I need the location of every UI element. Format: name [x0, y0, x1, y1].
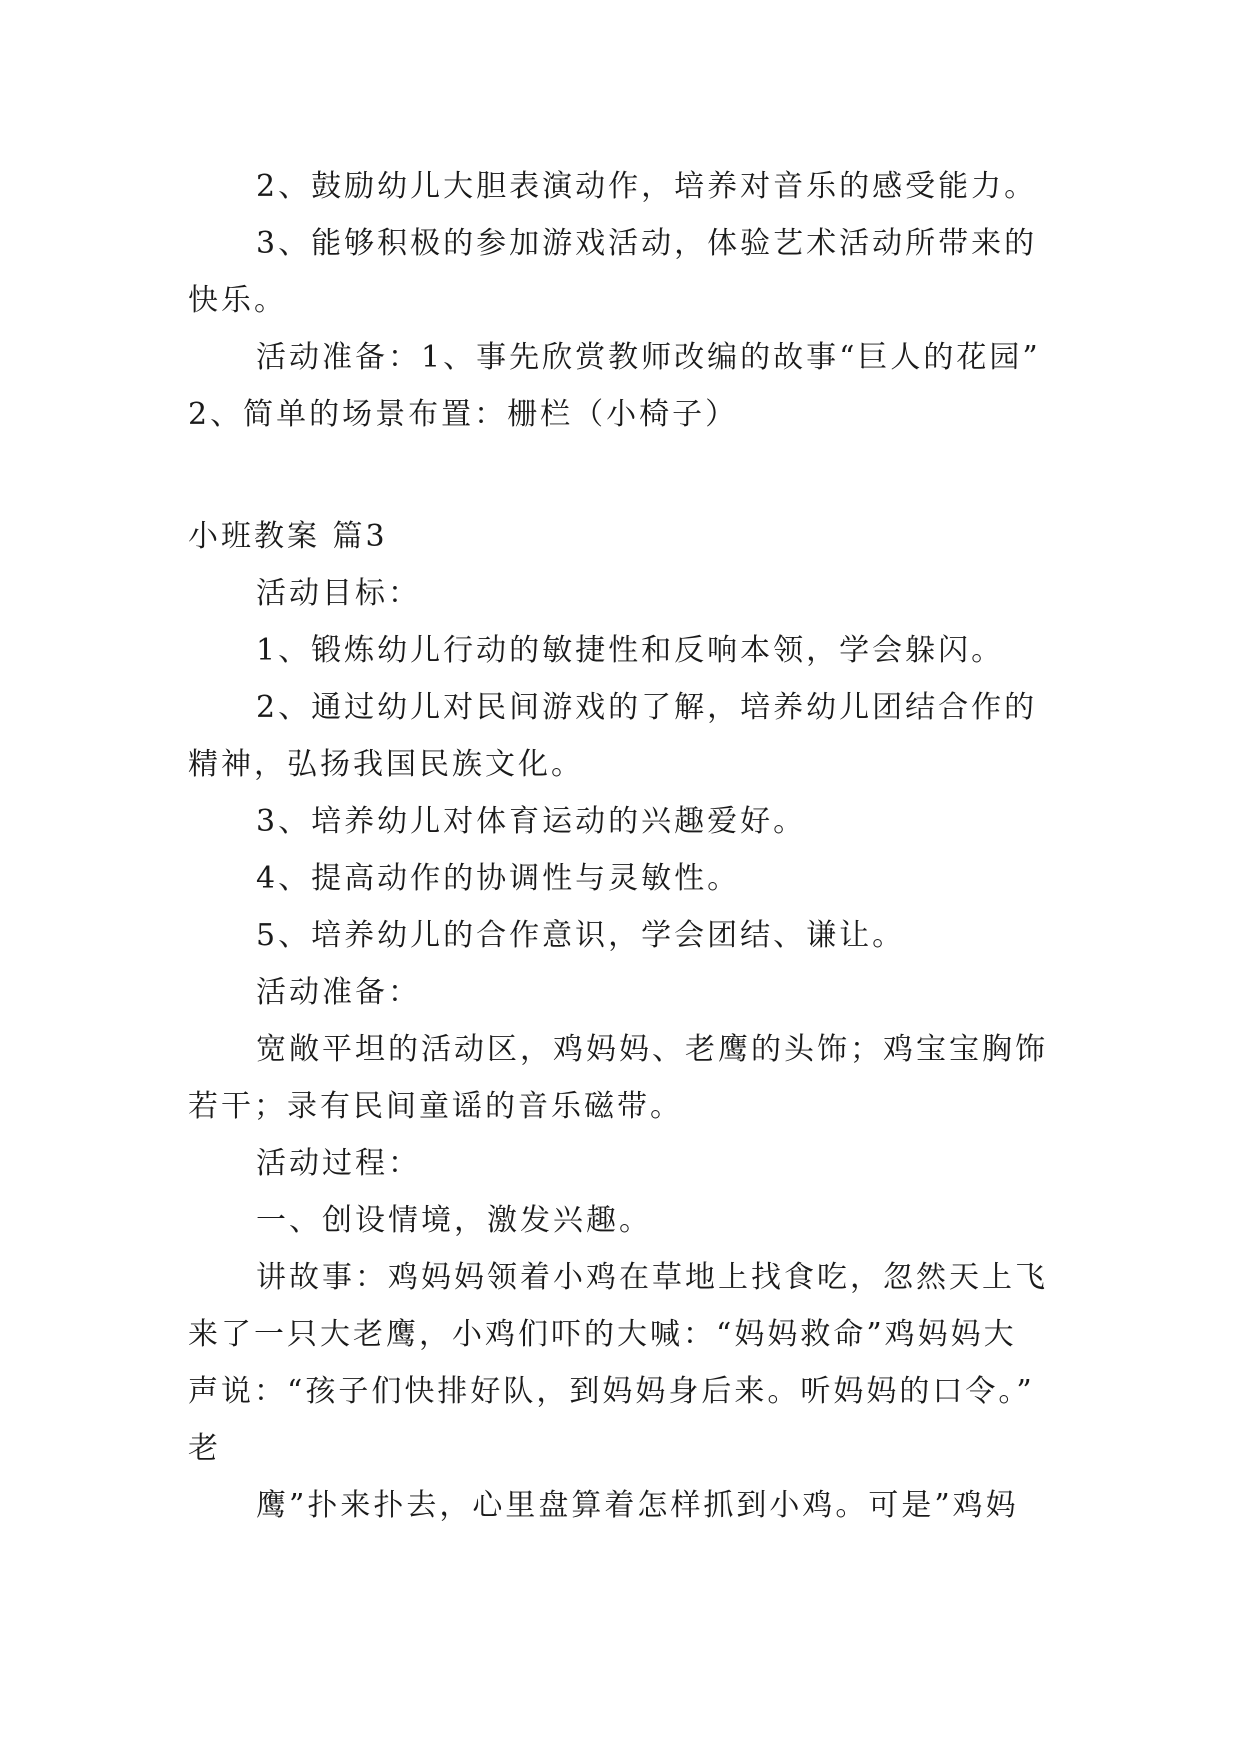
process-step-1: 一、创设情境，激发兴趣。	[256, 1203, 652, 1238]
story-line-5: 鹰”扑来扑去，心里盘算着怎样抓到小鸡。可是”鸡妈	[256, 1488, 1019, 1523]
preparation-continuation: 2、简单的场景布置：栅栏（小椅子）	[188, 397, 739, 432]
goals-heading: 活动目标：	[256, 576, 421, 611]
goal-4-line: 4、提高动作的协调性与灵敏性。	[256, 861, 741, 896]
goal-3-line: 3、培养幼儿对体育运动的兴趣爱好。	[256, 804, 807, 839]
story-line-3: 声说：“孩子们快排好队，到妈妈身后来。听妈妈的口令。”	[188, 1374, 1035, 1409]
objective-3-continuation: 快乐。	[188, 283, 287, 318]
story-line-1: 讲故事：鸡妈妈领着小鸡在草地上找食吃，忽然天上飞	[256, 1260, 1048, 1295]
preparation-detail-line: 宽敞平坦的活动区，鸡妈妈、老鹰的头饰；鸡宝宝胸饰	[256, 1032, 1048, 1067]
preparation-line: 活动准备：1、事先欣赏教师改编的故事“巨人的花园”	[256, 340, 1041, 375]
goal-2-continuation: 精神，弘扬我国民族文化。	[188, 747, 584, 782]
process-heading: 活动过程：	[256, 1146, 421, 1181]
objective-3-line: 3、能够积极的参加游戏活动，体验艺术活动所带来的	[256, 226, 1038, 261]
preparation-heading: 活动准备：	[256, 975, 421, 1010]
goal-1-line: 1、锻炼幼儿行动的敏捷性和反响本领，学会躲闪。	[256, 633, 1005, 668]
preparation-detail-continuation: 若干；录有民间童谣的音乐磁带。	[188, 1089, 683, 1124]
story-line-4: 老	[188, 1431, 221, 1466]
goal-2-line: 2、通过幼儿对民间游戏的了解，培养幼儿团结合作的	[256, 690, 1038, 725]
story-line-2: 来了一只大老鹰，小鸡们吓的大喊：“妈妈救命”鸡妈妈大	[188, 1317, 1017, 1352]
objective-2-line: 2、鼓励幼儿大胆表演动作，培养对音乐的感受能力。	[256, 169, 1038, 204]
section-heading: 小班教案 篇3	[188, 519, 388, 554]
goal-5-line: 5、培养幼儿的合作意识，学会团结、谦让。	[256, 918, 906, 953]
